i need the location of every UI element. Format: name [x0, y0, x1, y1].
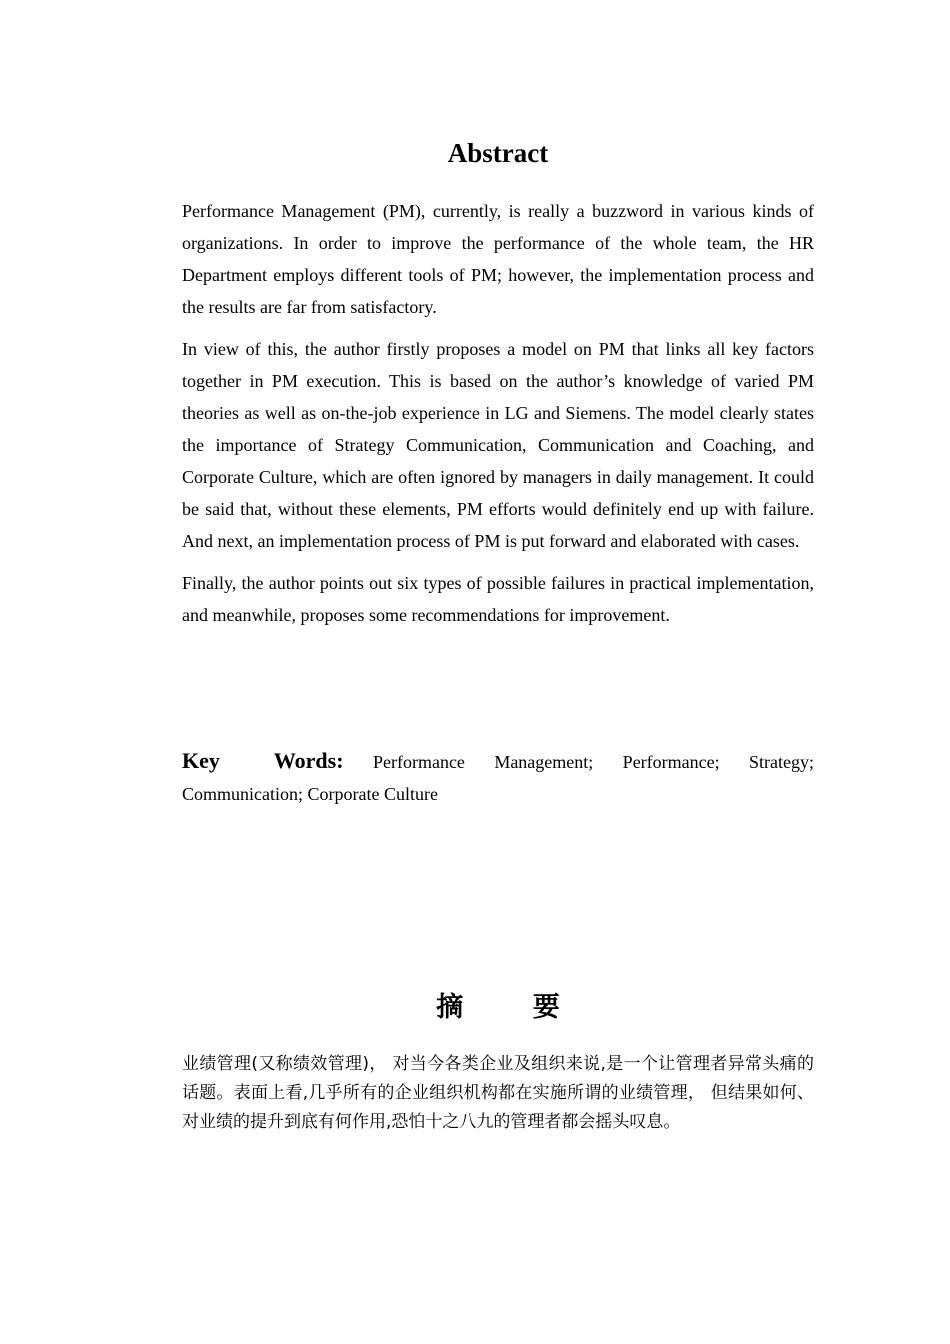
- abstract-body: [182, 195, 814, 641]
- abstract-title: Abstract: [447, 138, 549, 168]
- chinese-abstract-body: 业绩管理(又称绩效管理)， 对当今各类企业及组织来说,是一个让管理者异常头痛的话题。表面上看,几乎所有的企业组织机构都在实施所谓的业绩管理， 但结果如何、对业绩的提升到底有何作用,恐怕十之八九的管理者都会摇头叹息。: [182, 1054, 814, 1132]
- abstract-paragraph-1: Performance Management (PM), currently, is really a buzzword in various kinds of organizations. In order to improve the performance of the whole team, the HR Department employs different tools of PM; however, the implementation process and the results are far from satisfactory.: [182, 201, 814, 317]
- abstract-paragraph-2: In view of this, the author firstly proposes a model on PM that links all key factors together in PM execution. This is based on the author’s knowledge of varied PM theories as well as on-the-job experience in LG and Siemens. The model clearly states the importance of Strategy Communication, Communication and Coaching, and Corporate Culture, which are often ignored by managers in daily management. It could be said that, without these elements, PM efforts would definitely end up with failure. And next, an implementation process of PM is put forward and elaborated with cases.: [182, 339, 814, 551]
- abstract-paragraph-3: Finally, the author points out six types of possible failures in practical implementation, and meanwhile, proposes some recommendations for improvement.: [182, 573, 814, 625]
- keywords-text: Performance Management; Performance; Strategy; Communication; Corporate Culture: [182, 752, 815, 804]
- keywords-line: [182, 745, 814, 810]
- keywords-label: Key Words:: [182, 748, 344, 773]
- chinese-abstract-title: 摘 要: [436, 992, 590, 1023]
